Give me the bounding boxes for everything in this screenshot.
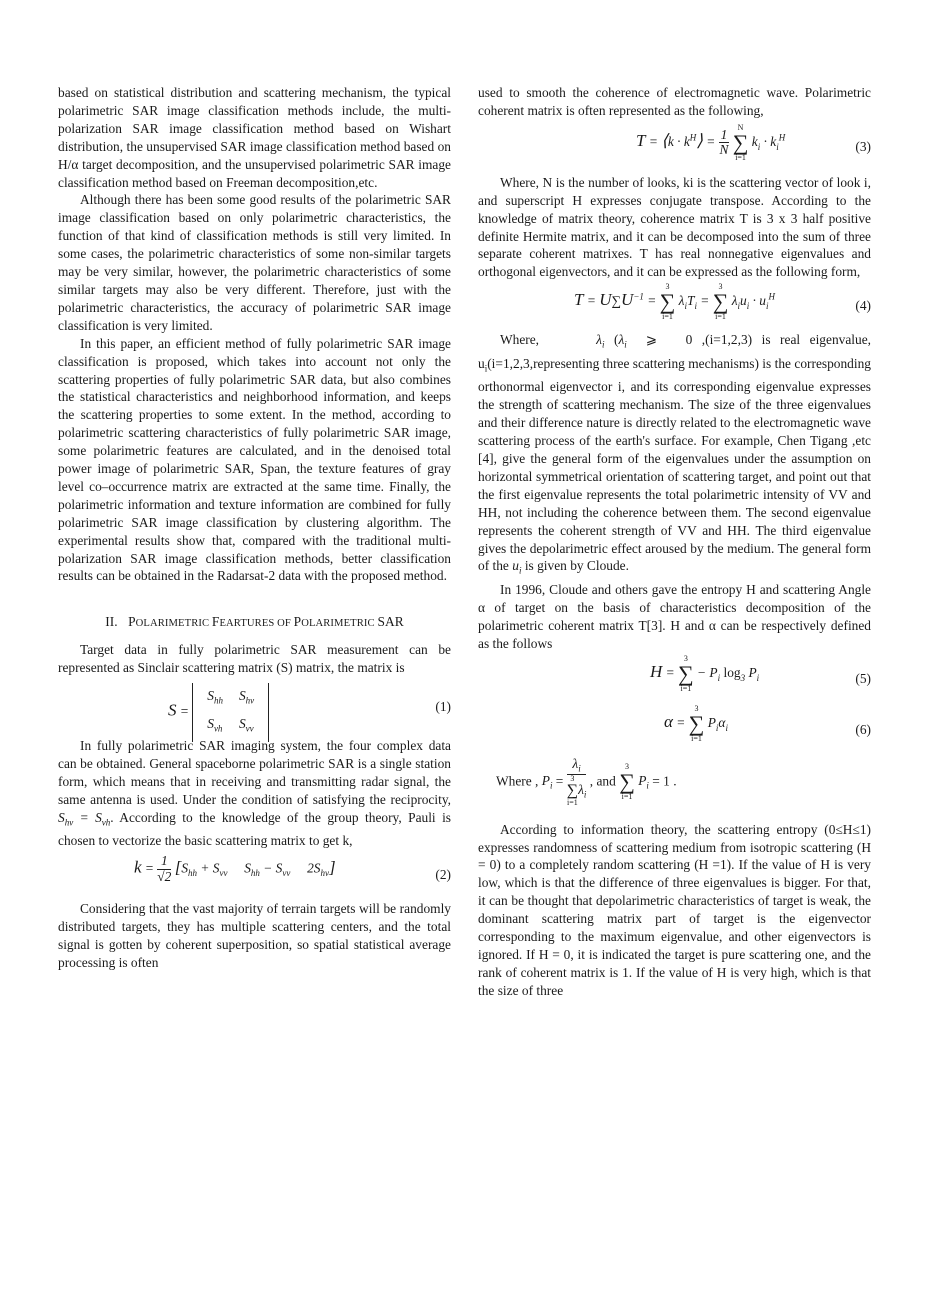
equation-6-number: (6) — [855, 721, 871, 737]
equation-1-number: (1) — [435, 699, 451, 715]
equation-2-number: (2) — [435, 867, 451, 883]
equation-3-number: (3) — [855, 138, 871, 154]
paragraph-limitations: Although there has been some good results of the polarimetric SAR image classification based on only polarimetric characteristics, the function of that kind of classification methods is still very limited. In some cases, the polarimetric characteristics of some non-similar targets may be very similar, however, the polarimetric characteristics of some similar targets may also be very different. Therefore, just with the polarimetric characteristics, the accuracy of polarimetric SAR image classification is very limited. — [58, 192, 451, 333]
paragraph-eigenvalues: Where, $\lambda_i$ ($\lambda_i$ ⩾ 0 ,(i=1,2,3) is real eigenvalue, $u_i(i=1,2,3,representing$ three scattering mechanisms) is the corresponding orthonormal eigenvector i, and its corresponding eigenvalue expresses the strength of scattering mechanism. The size of the three eigenvalues and their difference nature is directly related to the electromagnetic wave scattering process of the earth's surface. For example, Chen Tigang ,etc [4], give the general form of the eigenvalues under the assumption on horizontal symmetrical orientation of scattering target, and point out that the first eigenvalue represents the total polarimetric intensity of VV and HH, not including the coherence between them. The second eigenvalue represents the coherent strength of VV and HH. The third eigenvalue gives the depolarimetric effect aroused by the medium. The general form of the $u_i$ is given by Cloude. — [478, 332, 871, 577]
paragraph-distributed-targets: Considering that the vast majority of terrain targets will be randomly distributed targets, they has multiple scattering centers, and the total signal is gotten by coherent superposition, so spatial statistical average processing is often — [58, 901, 451, 970]
paragraph-cloude-entropy: In 1996, Cloude and others gave the entropy H and scattering Angle α of target on the basis of characteristics decomposition of the polarimetric coherent matrix T[3]. H and α can be respectively defined as the follows — [478, 582, 871, 651]
equation-6: α = 3 ∑ i=1 $P_i\alpha_i$ (6) — [664, 703, 871, 743]
equation-4: $T = U\sum U^{-1}$ = 3 ∑ i=1 $\lambda_iT_i$ = 3 ∑ i=1 $\lambda_iu_i \cdot u_i^H$ (4) — [574, 282, 871, 322]
equation-5-number: (5) — [855, 670, 871, 686]
where-label: Where , — [496, 773, 539, 789]
section-heading-ii: II. POLARIMETRIC FEARTURES OF POLARIMETRIC SAR — [105, 614, 404, 630]
paragraph-coherent-matrix: used to smooth the coherence of electromagnetic wave. Polarimetric coherent matrix is often represented as the following, — [478, 85, 871, 118]
left-column — [58, 84, 451, 972]
paragraph-sinclair-matrix: Target data in fully polarimetric SAR measurement can be represented as Sinclair scattering matrix (S) matrix, the matrix is — [58, 642, 451, 676]
paragraph-looks-hermite: Where, N is the number of looks, ki is the scattering vector of look i, and superscript H expresses conjugate transpose. According to the knowledge of matrix theory, coherence matrix T is 3 x 3 half positive definite Hermite matrix, and it can be decomposed into the sum of three separate coherent matrixes. T has real nonnegative eigenvalues and orthogonal eigenvectors, and it can be expressed as the following form, — [478, 174, 871, 280]
right-column — [478, 84, 871, 1000]
equation-3: T = ⟨k · $k^H⟩$ = $\frac{1}{N}$ N ∑ i=1 $k_i \cdot k_i^H$ (3) — [636, 122, 871, 162]
and-label: , and — [589, 773, 616, 789]
equation-4-number: (4) — [855, 298, 871, 314]
paragraph-classification-methods: based on statistical distribution and scattering mechanism, the typical polarimetric SAR image classification methods include, the multi-polarization SAR image classification method based on Wishart distribution, the unsupervised SAR image classification method based on H/α target decomposition, and the unsupervised polarimetric SAR image classification method based on Freeman decomposition,etc. — [58, 85, 451, 190]
paragraph-entropy-interpretation: According to information theory, the scattering entropy (0≤H≤1) expresses randomness of scattering medium from isotropic scattering (H = 0) to a completely random scattering (H =1). If the value of H is very low, which is that the difference of three eigenvalues is bigger. For that, it can be thought that depolarimetric characteristics of target is weak, the dominant scattering matrix part of target is the eigenvector corresponding to the maximum eigenvalue, and other eigenvectors is ignored. If H = 0, it is indicated the target is pure scattering one, and the rank of coherent matrix is 1. If the value of H is very high, which is that the size of three — [478, 821, 871, 998]
equation-5: H = 3 ∑ i=1 − $P_i$ $\log_3 P_i$ (5) — [650, 653, 871, 693]
paragraph-reciprocity: In fully polarimetric SAR imaging system, the four complex data can be obtained. General spaceborne polarimetric SAR is a single station form, which means that in receiving and transmitting radar signal, the same antenna is used. Under the condition of satisfying the reciprocity, $S_{hv} = S_{vh}$. According to the knowledge of the group theory, Pauli is chosen to vectorize the basic scattering matrix to get k, — [58, 738, 452, 849]
paragraph-proposed-method: In this paper, an efficient method of fully polarimetric SAR image classification is proposed, which takes into account not only the scattering properties of fully polarimetric SAR data, but also combines the statistical characteristics and neighborhood information, and keeps the scattering properties to some extent. In the method, according to polarimetric scattering characteristics of fully polarimetric SAR image, some polarimetric features are calculated, and in the denoised total power image of polarimetric SAR, Span, the texture features of gray level co–occurrence matrix are extracted at the same time. Finally, the polarimetric information and texture information are combined for fully polarimetric SAR image classification by clustering algorithm. The experimental results show that, compared with the traditional multi-polarization SAR image classification methods, better classification results can be obtained in the Radarsat-2 data with the proposed method. — [58, 335, 451, 584]
equation-probabilities: Where , $P_i$ = $\lambda_i$ 3 ∑ i=1 $\lambda_i$ , and 3 ∑ i=1 $P_i = 1$ . — [496, 755, 677, 808]
equation-2: k = $\frac{1}{√2}$ [$S_{hh} + S_{vv}$ $S_{hh} - S_{vv}$ $2S_{hv}$] (2) — [134, 853, 451, 884]
equation-1: S = $S_{hh}$ $S_{hv}$ $S_{vh}$ $S_{vv}$ (1) — [58, 677, 451, 737]
reciprocity-formula: $S_{hv} = S_{vh}$ — [58, 809, 111, 828]
